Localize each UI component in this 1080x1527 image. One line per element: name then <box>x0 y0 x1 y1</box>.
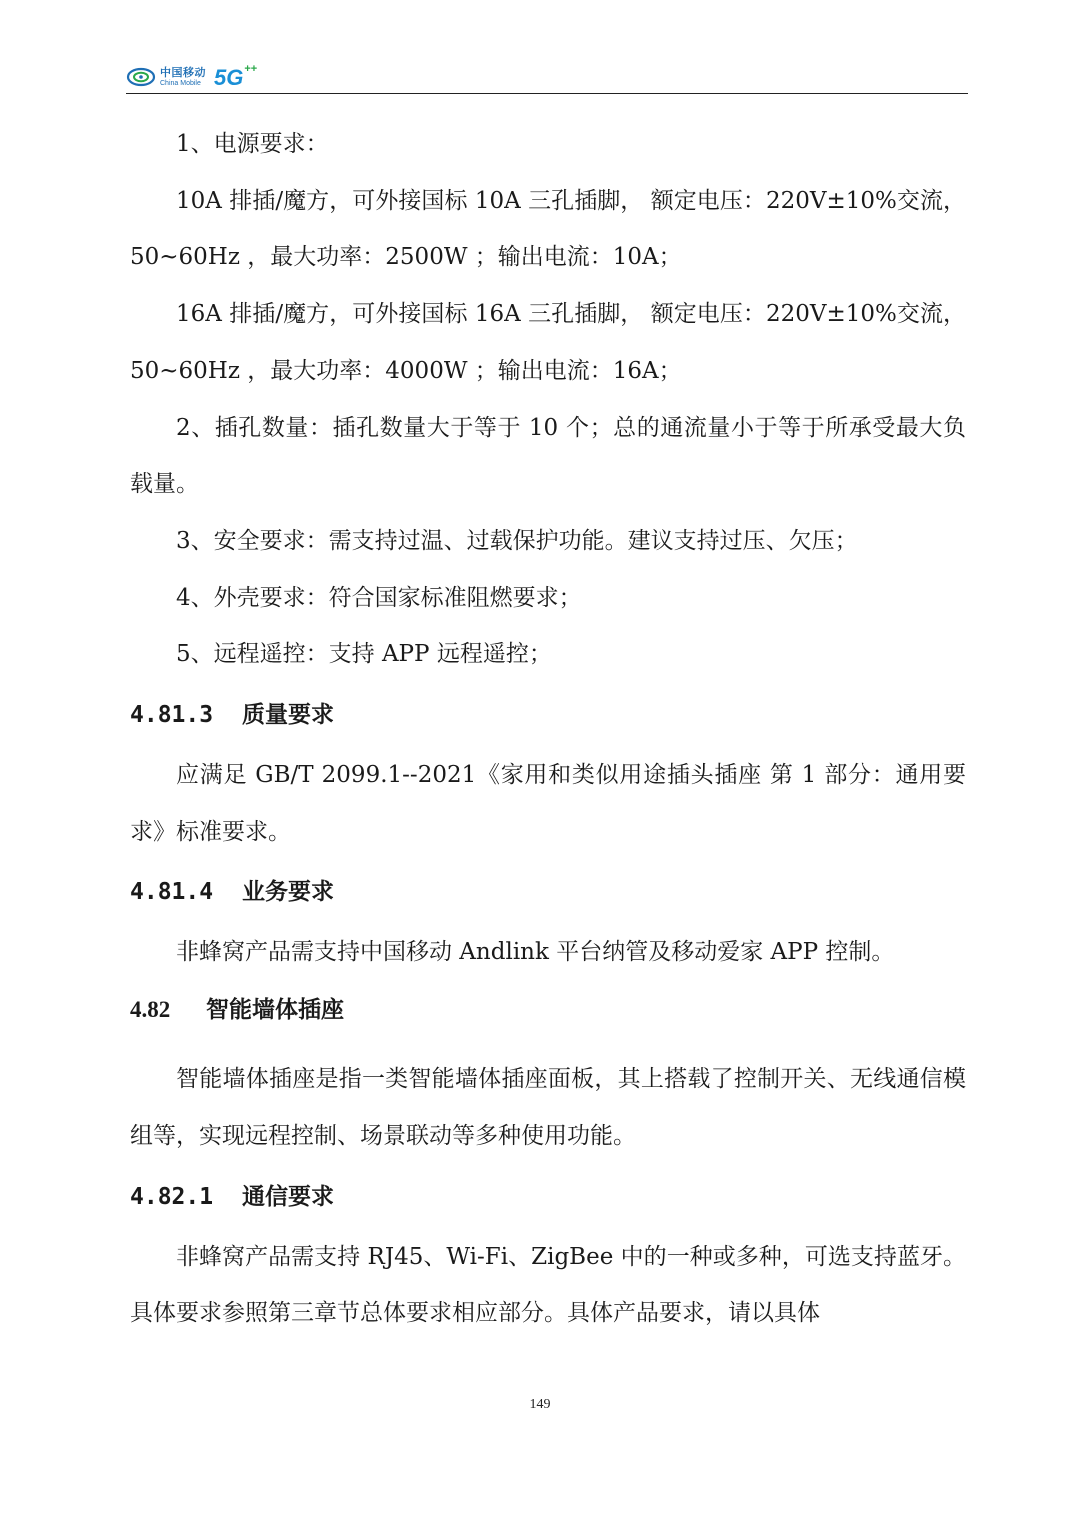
header-divider <box>126 93 968 94</box>
page-header <box>126 56 968 94</box>
paragraph-quality: 应满足 GB/T 2099.1--2021《家用和类似用途插头插座 第 1 部分：通用要求》标准要求。 <box>130 762 966 845</box>
paragraph-communication: 非蜂窝产品需支持 RJ45、Wi-Fi、ZigBee 中的一种或多种，可选支持蓝牙。具体要求参照第三章节总体要求相应部分。具体产品要求，请以具体 <box>130 1243 966 1327</box>
power-requirements-heading: 1、电源要求： <box>176 131 329 157</box>
paragraph-enclosure: 4、外壳要求：符合国家标准阻燃要求； <box>176 584 582 611</box>
section-heading-business <box>130 860 966 924</box>
section-number: 4.81.3 <box>130 702 214 729</box>
section-heading-quality <box>130 683 966 747</box>
paragraph-socket-count: 2、插孔数量：插孔数量大于等于 10 个；总的通流量小于等于所承受最大负载量。 <box>130 414 966 498</box>
section-heading-communication <box>130 1165 966 1229</box>
paragraph-wall-socket-intro: 智能墙体插座是指一类智能墙体插座面板，其上搭载了控制开关、无线通信模组等，实现远程控制、场景联动等多种使用功能。 <box>130 1066 966 1149</box>
paragraph-safety: 3、安全要求：需支持过温、过载保护功能。建议支持过压、欠压； <box>176 527 858 554</box>
5g-badge: 5G <box>214 65 244 90</box>
paragraph-business: 非蜂窝产品需支持中国移动 Andlink 平台纳管及移动爱家 APP 控制。 <box>176 939 895 966</box>
section-heading-wall-socket <box>130 981 966 1039</box>
paragraph-remote-control: 5、远程遥控：支持 APP 远程遥控； <box>176 641 552 668</box>
section-title: 业务要求 <box>242 879 334 906</box>
china-mobile-swirl-icon <box>126 65 156 89</box>
brand-name-en: China Mobile <box>160 80 201 87</box>
document-body <box>130 116 966 1342</box>
5g-plus-mark: ++ <box>244 63 258 75</box>
paragraph-16a-spec: 16A 排插/魔方，可外接国标 16A 三孔插脚， 额定电压：220V±10%交流，50~60Hz ，最大功率：4000W ；输出电流：16A； <box>130 301 966 384</box>
section-number: 4.81.4 <box>130 879 214 906</box>
section-number: 4.82.1 <box>130 1183 214 1210</box>
section-title: 质量要求 <box>242 702 334 729</box>
paragraph-10a-spec: 10A 排插/魔方，可外接国标 10A 三孔插脚， 额定电压：220V±10%交流，50~60Hz ，最大功率：2500W ；输出电流：10A； <box>130 187 966 271</box>
section-number: 4.82 <box>130 997 171 1023</box>
section-title: 智能墙体插座 <box>206 997 344 1024</box>
page-number: 149 <box>529 1397 551 1412</box>
brand-name-cn: 中国移动 <box>160 66 206 79</box>
section-title: 通信要求 <box>242 1183 334 1210</box>
china-mobile-logo <box>126 60 257 94</box>
